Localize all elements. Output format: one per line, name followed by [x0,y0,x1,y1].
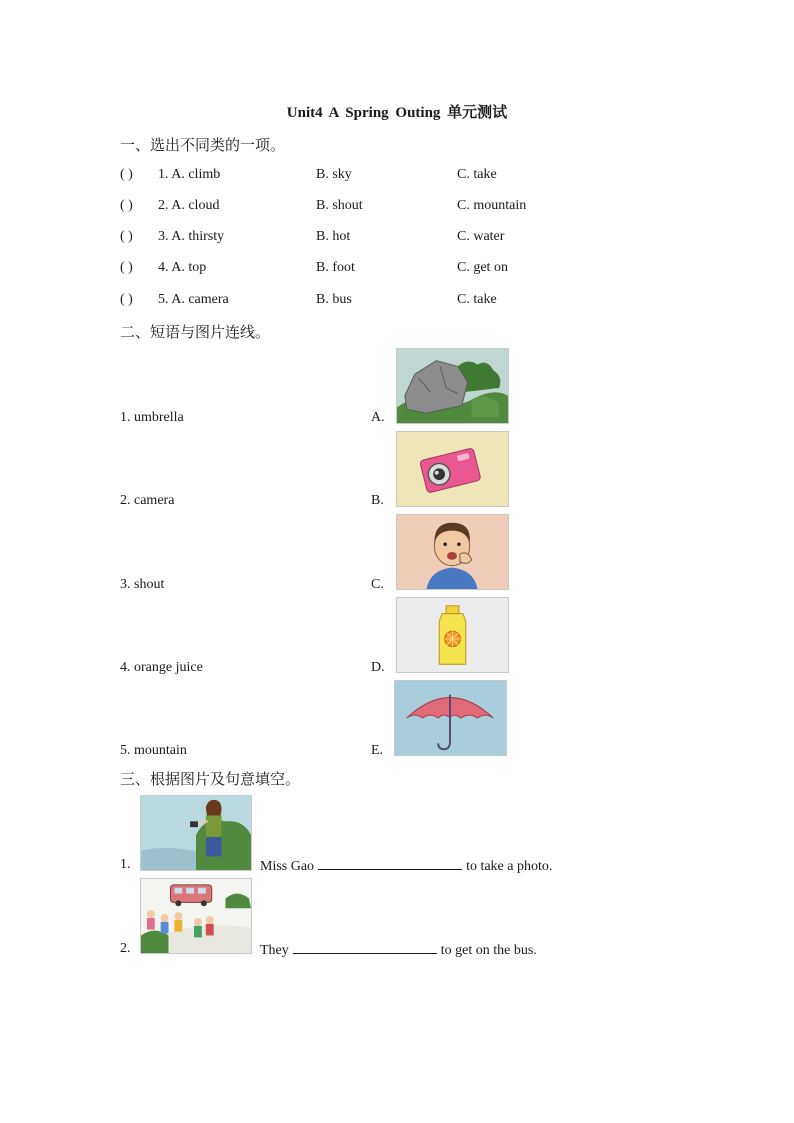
option-b: B. shout [316,198,363,213]
fill-item-1-blank[interactable] [318,857,462,870]
option-c: C. mountain [457,198,527,213]
juice-bottle-icon [397,598,508,672]
shouting-boy-picture[interactable] [396,514,509,590]
phrase-1: 1. umbrella [120,410,184,425]
option-a: 1. A. climb [158,167,221,182]
fill-item-2-before: They [260,943,289,958]
letter-d: D. [371,660,385,675]
letter-a: A. [371,410,385,425]
woman-taking-photo-icon [141,796,251,870]
fill-item-1-after: to take a photo. [466,859,553,874]
option-c: C. take [457,167,497,182]
phrase-2: 2. camera [120,493,175,508]
children-getting-on-bus-icon [141,879,251,953]
fill-item-1-before: Miss Gao [260,859,315,874]
rock-mountain-picture[interactable] [396,348,509,424]
option-b: B. bus [316,292,352,307]
fill-item-2-sentence [260,941,537,959]
option-a: 3. A. thirsty [158,229,225,244]
camera-icon [397,432,508,506]
option-c: C. get on [457,260,508,275]
letter-b: B. [371,493,384,508]
option-b: B. hot [316,229,351,244]
fill-item-2-after: to get on the bus. [440,943,537,958]
fill-item-2-blank[interactable] [293,941,437,954]
letter-c: C. [371,577,384,592]
phrase-3: 3. shout [120,577,165,592]
section2-heading: 二、短语与图片连线。 [120,325,271,341]
children-bus-picture [140,878,252,954]
fill-item-1-sentence [260,857,552,875]
section3-heading: 三、根据图片及句意填空。 [120,772,301,788]
orange-juice-bottle-picture[interactable] [396,597,509,673]
section1-heading: 一、选出不同类的一项。 [120,138,286,154]
shouting-boy-icon [397,515,508,589]
option-a: 2. A. cloud [158,198,220,213]
pink-camera-picture[interactable] [396,431,509,507]
answer-paren[interactable]: ( ) [120,167,133,182]
umbrella-icon [395,681,506,755]
miss-gao-photo-picture [140,795,252,871]
fill-item-2-number: 2. [120,941,131,956]
rock-mountain-icon [397,349,508,423]
answer-paren[interactable]: ( ) [120,198,133,213]
option-a: 4. A. top [158,260,207,275]
option-a: 5. A. camera [158,292,229,307]
page-title: Unit4 A Spring Outing 单元测试 [286,105,508,121]
phrase-5: 5. mountain [120,743,187,758]
letter-e: E. [371,743,384,758]
fill-item-1-number: 1. [120,857,131,872]
umbrella-picture[interactable] [394,680,507,756]
option-b: B. sky [316,167,352,182]
answer-paren[interactable]: ( ) [120,292,133,307]
answer-paren[interactable]: ( ) [120,260,133,275]
option-b: B. foot [316,260,355,275]
answer-paren[interactable]: ( ) [120,229,133,244]
phrase-4: 4. orange juice [120,660,203,675]
option-c: C. water [457,229,505,244]
option-c: C. take [457,292,497,307]
